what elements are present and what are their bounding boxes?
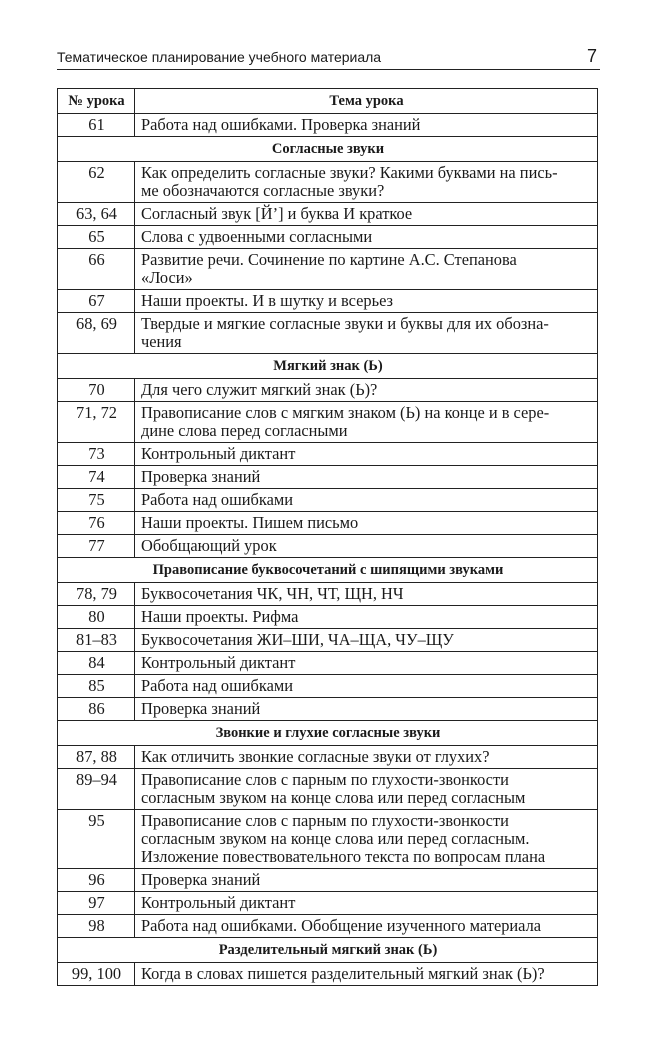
lesson-number: 76 [58, 512, 135, 535]
running-head-title: Тематическое планирование учебного материала [57, 49, 382, 65]
lesson-number: 78, 79 [58, 583, 135, 606]
section-row [58, 558, 598, 583]
lesson-number: 84 [58, 652, 135, 675]
lesson-topic: Контрольный диктант [135, 443, 598, 466]
lesson-topic: Как отличить звонкие согласные звуки от глухих? [135, 746, 598, 769]
section-title: Согласные звуки [58, 137, 598, 162]
lesson-number: 68, 69 [58, 313, 135, 354]
table-row [58, 606, 598, 629]
lesson-number: 97 [58, 892, 135, 915]
table-row [58, 313, 598, 354]
table-header-row [58, 89, 598, 114]
table-row [58, 466, 598, 489]
lesson-topic: Проверка знаний [135, 869, 598, 892]
lesson-plan-table [57, 88, 598, 986]
lesson-number: 95 [58, 810, 135, 869]
lesson-topic: Контрольный диктант [135, 892, 598, 915]
lesson-topic: Обобщающий урок [135, 535, 598, 558]
column-header-lesson-number: № урока [58, 89, 135, 114]
lesson-number: 71, 72 [58, 402, 135, 443]
table-body [58, 114, 598, 986]
lesson-topic: Работа над ошибками [135, 675, 598, 698]
table-row [58, 114, 598, 137]
section-title: Правописание буквосочетаний с шипящими звуками [58, 558, 598, 583]
lesson-topic: Правописание слов с мягким знаком (Ь) на конце и в сере- дине слова перед согласными [135, 402, 598, 443]
column-header-lesson-topic: Тема урока [135, 89, 598, 114]
table-row [58, 652, 598, 675]
lesson-number: 85 [58, 675, 135, 698]
lesson-topic: Развитие речи. Сочинение по картине А.С. Степанова «Лоси» [135, 249, 598, 290]
table-row [58, 746, 598, 769]
lesson-topic: Когда в словах пишется разделительный мягкий знак (Ь)? [135, 963, 598, 986]
table-row [58, 583, 598, 606]
table-row [58, 249, 598, 290]
table-row [58, 203, 598, 226]
lesson-number: 98 [58, 915, 135, 938]
lesson-topic: Слова с удвоенными согласными [135, 226, 598, 249]
lesson-number: 73 [58, 443, 135, 466]
lesson-topic: Работа над ошибками [135, 489, 598, 512]
lesson-topic: Как определить согласные звуки? Какими буквами на пись- ме обозначаются согласные звуки? [135, 162, 598, 203]
lesson-topic: Наши проекты. Пишем письмо [135, 512, 598, 535]
lesson-topic: Работа над ошибками. Проверка знаний [135, 114, 598, 137]
table-row [58, 379, 598, 402]
lesson-topic: Проверка знаний [135, 698, 598, 721]
table-row [58, 698, 598, 721]
table-row [58, 290, 598, 313]
lesson-number: 87, 88 [58, 746, 135, 769]
lesson-number: 74 [58, 466, 135, 489]
table-row [58, 963, 598, 986]
lesson-topic: Правописание слов с парным по глухости-звонкости согласным звуком на конце слова или перед согласным. Изложение повествовательного текста по вопросам плана [135, 810, 598, 869]
section-title: Мягкий знак (Ь) [58, 354, 598, 379]
lesson-number: 89–94 [58, 769, 135, 810]
lesson-topic: Работа над ошибками. Обобщение изученного материала [135, 915, 598, 938]
lesson-number: 77 [58, 535, 135, 558]
table-row [58, 629, 598, 652]
lesson-number: 80 [58, 606, 135, 629]
lesson-topic: Твердые и мягкие согласные звуки и буквы для их обозна- чения [135, 313, 598, 354]
lesson-topic: Наши проекты. Рифма [135, 606, 598, 629]
lesson-topic: Контрольный диктант [135, 652, 598, 675]
page-number: 7 [586, 46, 597, 66]
table-row [58, 489, 598, 512]
table-row [58, 535, 598, 558]
lesson-topic: Буквосочетания ЖИ–ШИ, ЧА–ЩА, ЧУ–ЩУ [135, 629, 598, 652]
lesson-topic: Буквосочетания ЧК, ЧН, ЧТ, ЩН, НЧ [135, 583, 598, 606]
lesson-topic: Правописание слов с парным по глухости-звонкости согласным звуком на конце слова или перед согласным [135, 769, 598, 810]
section-row [58, 137, 598, 162]
table-row [58, 675, 598, 698]
table-row [58, 512, 598, 535]
lesson-topic: Проверка знаний [135, 466, 598, 489]
section-row [58, 721, 598, 746]
lesson-number: 81–83 [58, 629, 135, 652]
lesson-topic: Для чего служит мягкий знак (Ь)? [135, 379, 598, 402]
lesson-number: 63, 64 [58, 203, 135, 226]
table-row [58, 810, 598, 869]
lesson-number: 70 [58, 379, 135, 402]
table-row [58, 443, 598, 466]
lesson-topic: Согласный звук [Й’] и буква И краткое [135, 203, 598, 226]
lesson-number: 61 [58, 114, 135, 137]
lesson-number: 99, 100 [58, 963, 135, 986]
section-row [58, 938, 598, 963]
table-row [58, 869, 598, 892]
lesson-number: 66 [58, 249, 135, 290]
table-row [58, 162, 598, 203]
lesson-number: 65 [58, 226, 135, 249]
section-row [58, 354, 598, 379]
table-row [58, 226, 598, 249]
lesson-number: 86 [58, 698, 135, 721]
table-row [58, 402, 598, 443]
lesson-number: 67 [58, 290, 135, 313]
section-title: Звонкие и глухие согласные звуки [58, 721, 598, 746]
table-row [58, 892, 598, 915]
table-row [58, 769, 598, 810]
lesson-topic: Наши проекты. И в шутку и всерьез [135, 290, 598, 313]
lesson-number: 96 [58, 869, 135, 892]
table-row [58, 915, 598, 938]
lesson-number: 75 [58, 489, 135, 512]
running-head [57, 48, 600, 70]
lesson-number: 62 [58, 162, 135, 203]
section-title: Разделительный мягкий знак (Ь) [58, 938, 598, 963]
